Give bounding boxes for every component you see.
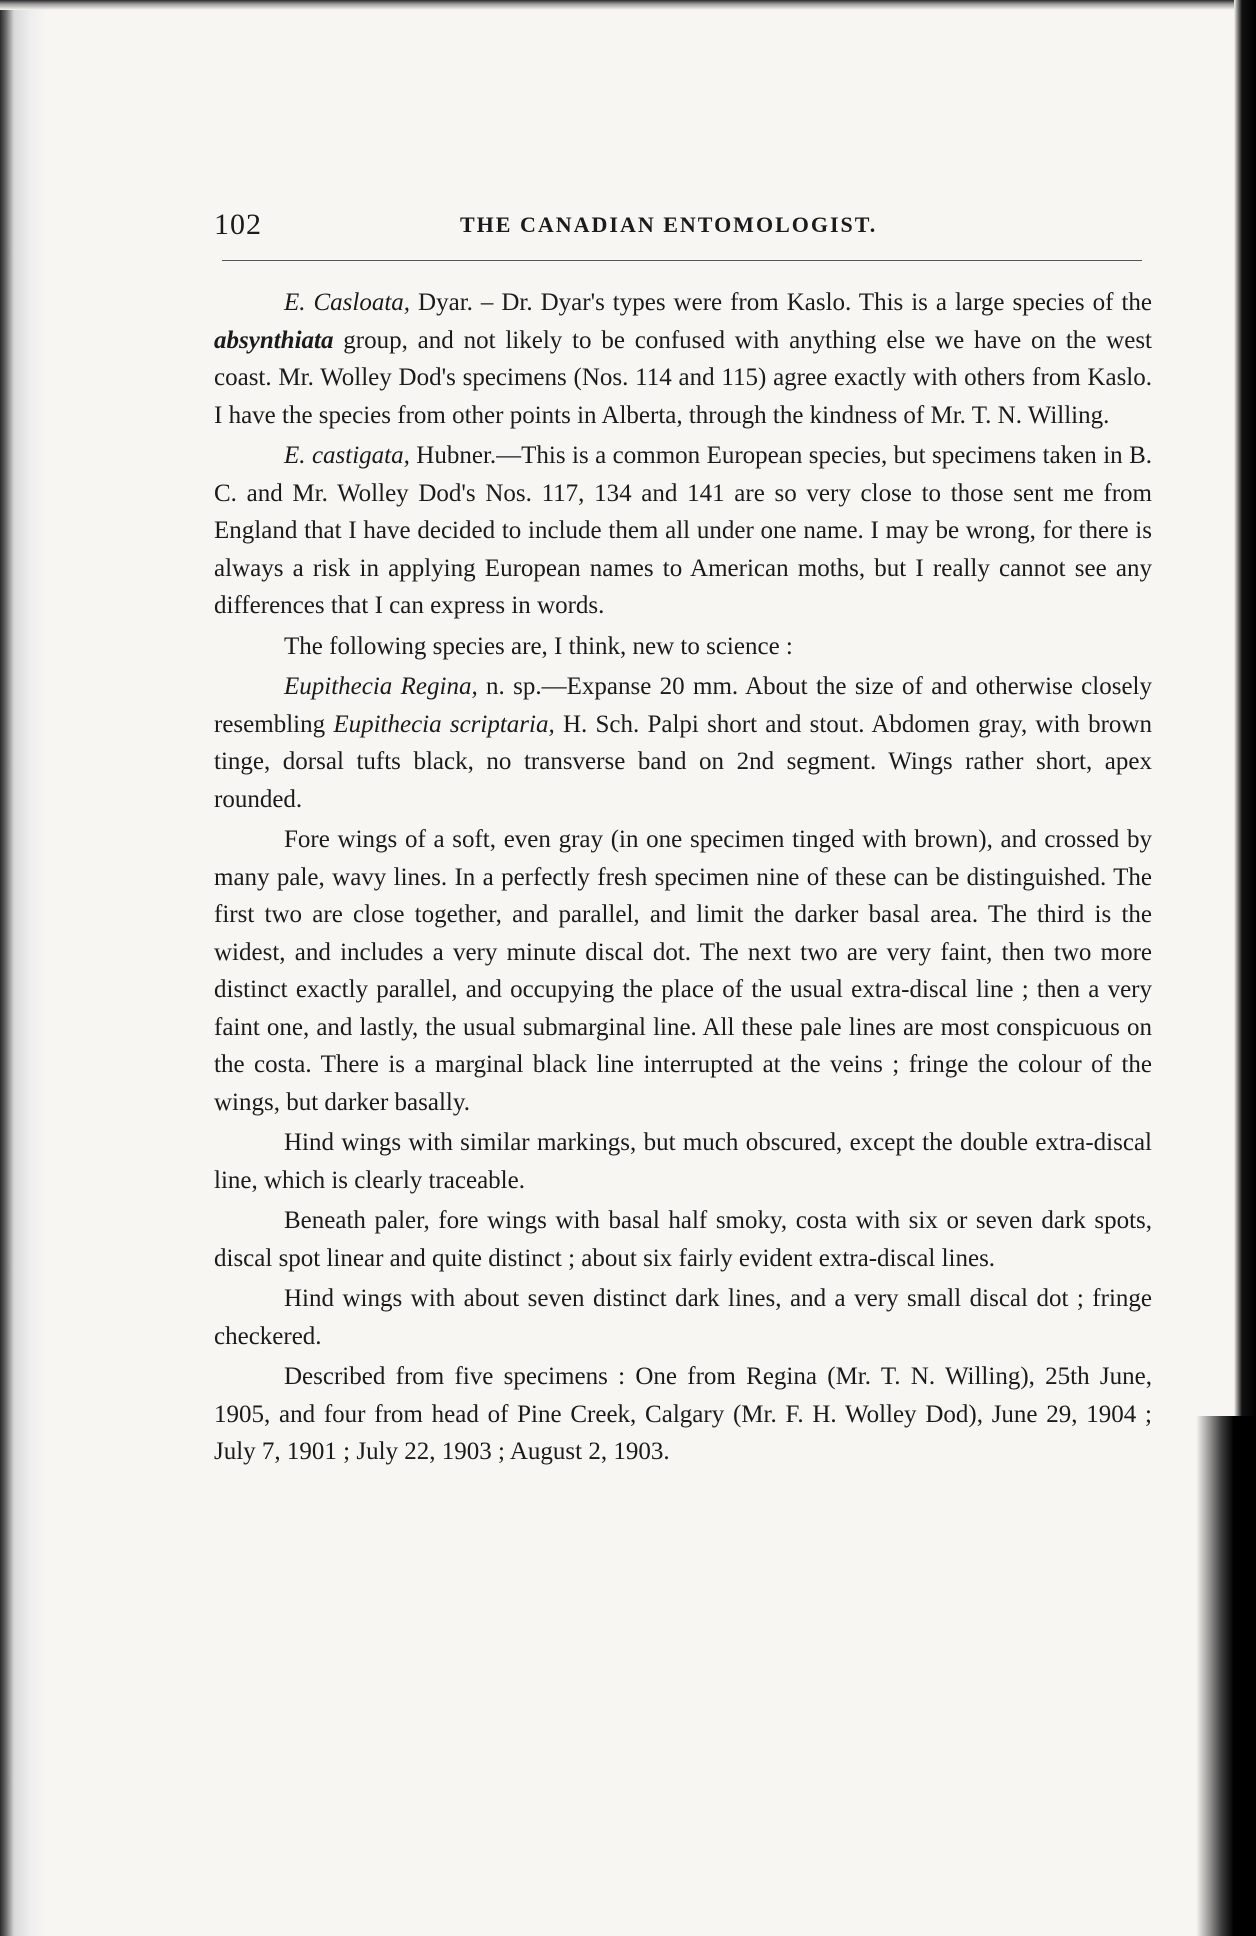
running-head: [214, 208, 1152, 241]
paragraph-text: H. Sch. Palpi short and stout. Abdomen gray, with brown tinge, dorsal tufts black, no transverse band on 2nd segment. Wings rather short, apex rounded.: [214, 710, 1152, 813]
species-name: E. castigata,: [284, 442, 410, 469]
scan-top-edge: [0, 0, 1256, 10]
paragraph-specimens: Described from five specimens : One from Regina (Mr. T. N. Willing), 25th June, 1905, and four from head of Pine Creek, Calgary (Mr. F. H. Wolley Dod), June 29, 1904 ; July 7, 1901 ; July 22, 1903 ; August 2, 1903.: [214, 1363, 1152, 1465]
page-number: 102: [214, 208, 262, 241]
scan-left-edge: [0, 0, 46, 1936]
journal-title: THE CANADIAN ENTOMOLOGIST.: [460, 212, 878, 237]
paragraph-text: n. sp.—Expanse 20 mm. About the size of and otherwise closely resembling: [214, 673, 1152, 738]
paragraph-text: Dyar. – Dr. Dyar's types were from Kaslo. This is a large species of the: [410, 289, 1152, 316]
paragraph-hind-wings: Hind wings with similar markings, but much obscured, except the double extra-discal line, which is clearly traceable.: [214, 1129, 1152, 1194]
species-group-ref: absynthiata: [214, 326, 334, 354]
species-name: E. Casloata,: [284, 289, 411, 316]
paragraph-text: Hubner.—This is a common European species, but specimens taken in B. C. and Mr. Wolley Dod's Nos. 117, 134 and 141 are so very close to those sent me from England that I have decided to include them all under one name. I may be wrong, for there is always a risk in applying European names to American moths, but I really cannot see any differences that I can express in words.: [214, 442, 1153, 619]
header-rule: [222, 260, 1142, 261]
paragraph-regina: [214, 668, 1152, 818]
paragraph-castigata: [214, 437, 1152, 625]
paragraph-fore-wings: Fore wings of a soft, even gray (in one specimen tinged with brown), and crossed by many pale, wavy lines. In a perfectly fresh specimen nine of these can be distinguished. The first two are close together, and parallel, and limit the darker basal area. The third is the widest, and includes a very minute discal dot. The next two are very faint, then two more distinct exactly parallel, and occupying the place of the usual extra-discal line ; then a very faint one, and lastly, the usual submarginal line. All these pale lines are most conspicuous on the costa. There is a marginal black line interrupted at the veins ; fringe the colour of the wings, but darker basally.: [214, 826, 1152, 1116]
paragraph-text: group, and not likely to be confused with anything else we have on the west coast. Mr. Wolley Dod's specimens (Nos. 114 and 115) agree exactly with others from Kaslo. I have the species from other points in Alberta, through the kindness of Mr. T. N. Willing.: [214, 326, 1152, 429]
species-name: Eupithecia Regina,: [284, 673, 478, 700]
paragraph-hind-wings-beneath: Hind wings with about seven distinct dark lines, and a very small discal dot ; fringe checkered.: [214, 1285, 1152, 1350]
species-ref: Eupithecia scriptaria,: [333, 710, 555, 738]
paragraph-new-species-intro: The following species are, I think, new to science :: [284, 632, 793, 660]
paragraph-casloata: [214, 284, 1152, 434]
scan-right-edge: [1234, 0, 1256, 1936]
paragraph-beneath: Beneath paler, fore wings with basal half smoky, costa with six or seven dark spots, discal spot linear and quite distinct ; about six fairly evident extra-discal lines.: [214, 1207, 1152, 1272]
body-text: [214, 284, 1152, 1474]
